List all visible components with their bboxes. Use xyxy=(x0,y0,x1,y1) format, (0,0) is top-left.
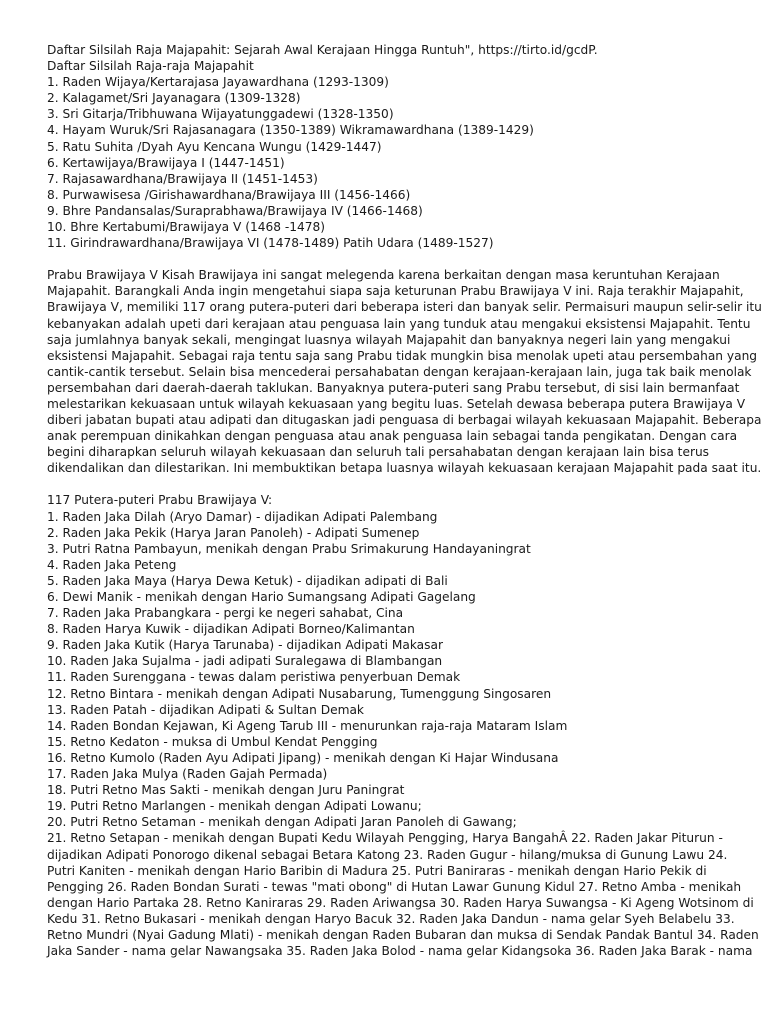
paragraph-line: kebanyakan adalah upeti dari kerajaan atau penguasa lain yang tunduk atau mengakui eksistensi Majapahit. Tentu xyxy=(47,316,751,331)
paragraph-line: saja jumlahnya banyak sekali, mengingat luasnya wilayah Majapahit dan banyaknya negeri lain yang mengakui xyxy=(47,332,731,347)
list-item: 9. Bhre Pandansalas/Suraprabhawa/Brawijaya IV (1466-1468) xyxy=(47,203,423,218)
list-item: 3. Sri Gitarja/Tribhuwana Wijayatunggadewi (1328-1350) xyxy=(47,107,394,122)
paragraph-line: Prabu Brawijaya V Kisah Brawijaya ini sangat melegenda karena berkaitan dengan masa keruntuhan Kerajaan xyxy=(47,268,720,283)
list-item: 17. Raden Jaka Mulya (Raden Gajah Permada) xyxy=(47,767,328,782)
list-item: 10. Bhre Kertabumi/Brawijaya V (1468 -1478) xyxy=(47,220,326,235)
list-item: 5. Raden Jaka Maya (Harya Dewa Ketuk) - dijadikan adipati di Bali xyxy=(47,573,448,588)
paragraph-line: Retno Mundri (Nyai Gadung Mlati) - menikah dengan Raden Bubaran dan muksa di Sendak Pandak Bantul 34. Raden xyxy=(47,927,759,942)
paragraph-line: anak perempuan dinikahkan dengan penguasa atau anak penguasa lain sebagai tanda pengikatan. Dengan cara xyxy=(47,429,738,444)
paragraph-line: dikendalikan dan dilestarikan. Ini membuktikan betapa luasnya wilayah kekuasaan kerajaan Majapahit pada saat itu. xyxy=(47,461,762,476)
body-paragraph xyxy=(47,267,762,476)
list-item: 6. Kertawijaya/Brawijaya I (1447-1451) xyxy=(47,155,285,170)
list-item: 10. Raden Jaka Sujalma - jadi adipati Suralegawa di Blambangan xyxy=(47,654,443,669)
paragraph-line: diberi jabatan bupati atau adipati dan ditugaskan jadi penguasa di berbagai wilayah kekuasaan Majapahit. Beberapa xyxy=(47,413,762,428)
paragraph-line: eksistensi Majapahit. Sebagai raja tentu saja sang Prabu tidak mungkin bisa menolak upeti atau persembahan yang xyxy=(47,348,758,363)
list-item: 5. Ratu Suhita /Dyah Ayu Kencana Wungu (1429-1447) xyxy=(47,139,382,154)
paragraph-line: Jaka Sander - nama gelar Nawangsaka 35. Raden Jaka Bolod - nama gelar Kidangsoka 36. Raden Jaka Barak - nama xyxy=(47,944,753,959)
paragraph-line: begini diharapkan seluruh wilayah kekuasaan dan seluruh tali persahabatan dengan kerajaan lain bisa terus xyxy=(47,445,710,460)
list-item: 13. Raden Patah - dijadikan Adipati & Sultan Demak xyxy=(47,702,364,717)
list-item: 11. Raden Surenggana - tewas dalam peristiwa penyerbuan Demak xyxy=(47,670,461,685)
list-item: 11. Girindrawardhana/Brawijaya VI (1478-1489) Patih Udara (1489-1527) xyxy=(47,236,494,251)
paragraph-line: Kedu 31. Retno Bukasari - menikah dengan Haryo Bacuk 32. Raden Jaka Dandun - nama gelar Syeh Belabelu 33. xyxy=(47,911,735,926)
paragraph-line: melestarikan kekuasaan untuk wilayah kekuasaan yang begitu luas. Setelah dewasa beberapa putera Brawijaya V xyxy=(47,396,746,411)
list-item: 3. Putri Ratna Pambayun, menikah dengan Prabu Srimakurung Handayaningrat xyxy=(47,541,531,556)
list-item: 14. Raden Bondan Kejawan, Ki Ageng Tarub III - menurunkan raja-raja Mataram Islam xyxy=(47,718,568,733)
paragraph-line: 21. Retno Setapan - menikah dengan Bupati Kedu Wilayah Pengging, Harya BangahÂ 22. Raden Jakar Piturun - xyxy=(47,831,723,846)
list-item: 7. Rajasawardhana/Brawijaya II (1451-1453) xyxy=(47,171,318,186)
list-item: 2. Kalagamet/Sri Jayanagara (1309-1328) xyxy=(47,91,301,106)
list-item: 18. Putri Retno Mas Sakti - menikah dengan Juru Paningrat xyxy=(47,783,405,798)
paragraph-line: Majapahit. Barangkali Anda ingin mengetahui siapa saja keturunan Prabu Brawijaya V ini. Raja terakhir Majapahit, xyxy=(47,284,744,299)
list-item: 19. Putri Retno Marlangen - menikah dengan Adipati Lowanu; xyxy=(47,799,422,814)
list-item: 12. Retno Bintara - menikah dengan Adipati Nusabarung, Tumenggung Singosaren xyxy=(47,686,552,701)
list-item: 20. Putri Retno Setaman - menikah dengan Adipati Jaran Panoleh di Gawang; xyxy=(47,815,517,830)
list-item: 7. Raden Jaka Prabangkara - pergi ke negeri sahabat, Cina xyxy=(47,606,404,621)
list-item: 4. Hayam Wuruk/Sri Rajasanagara (1350-1389) Wikramawardhana (1389-1429) xyxy=(47,123,534,138)
list-item: 8. Purwawisesa /Girishawardhana/Brawijaya III (1456-1466) xyxy=(47,187,411,202)
spacer xyxy=(47,476,727,492)
children-list-continued xyxy=(47,830,759,959)
paragraph-line: dijadikan Adipati Ponorogo dikenal sebagai Betara Katong 23. Raden Gugur - hilang/muksa di Gunung Lawu 24. xyxy=(47,847,728,862)
paragraph-line: dengan Hario Partaka 28. Retno Kaniraras 29. Raden Ariwangsa 30. Raden Harya Suwangsa - Ki Ageng Wotsinom di xyxy=(47,895,754,910)
list-item: 6. Dewi Manik - menikah dengan Hario Sumangsang Adipati Gagelang xyxy=(47,590,476,604)
list-title: Daftar Silsilah Raja-raja Majapahit xyxy=(47,59,254,74)
list-item: 9. Raden Jaka Kutik (Harya Tarunaba) - dijadikan Adipati Makasar xyxy=(47,638,443,653)
list-item: 4. Raden Jaka Peteng xyxy=(47,557,177,572)
children-title: 117 Putera-puteri Prabu Brawijaya V: xyxy=(47,493,273,508)
paragraph-line: Brawijaya V, memiliki 117 orang putera-puteri dari beberapa isteri dan banyak selir. Permaisuri maupun selir-selir itu xyxy=(47,300,762,315)
document-page xyxy=(47,42,762,959)
list-item: 16. Retno Kumolo (Raden Ayu Adipati Jipang) - menikah dengan Ki Hajar Windusana xyxy=(47,750,559,765)
kings-list xyxy=(47,74,727,251)
paragraph-line: Pengging 26. Raden Bondan Surati - tewas "mati obong" di Hutan Lawar Gunung Kidul 27. Retno Amba - menikah xyxy=(47,879,742,894)
list-item: 15. Retno Kedaton - muksa di Umbul Kendat Pengging xyxy=(47,734,378,749)
list-item: 1. Raden Jaka Dilah (Aryo Damar) - dijadikan Adipati Palembang xyxy=(47,509,438,524)
list-item: 2. Raden Jaka Pekik (Harya Jaran Panoleh) - Adipati Sumenep xyxy=(47,525,420,540)
children-list xyxy=(47,509,727,831)
paragraph-line: persembahan dari daerah-daerah taklukan. Banyaknya putera-puteri sang Prabu tersebut, di sisi lain bermanfaat xyxy=(47,380,740,395)
source-citation: Daftar Silsilah Raja Majapahit: Sejarah Awal Kerajaan Hingga Runtuh", https://tirto.id/gcdP. xyxy=(47,43,598,57)
list-item: 1. Raden Wijaya/Kertarajasa Jayawardhana (1293-1309) xyxy=(47,75,389,90)
spacer xyxy=(47,251,727,267)
paragraph-line: cantik-cantik tersebut. Selain bisa mencederai persahabatan dengan kerajaan-kerajaan lain, juga tak baik menolak xyxy=(47,364,752,379)
paragraph-line: Putri Kaniten - menikah dengan Hario Baribin di Madura 25. Putri Baniraras - menikah dengan Hario Pekik di xyxy=(47,863,707,878)
list-item: 8. Raden Harya Kuwik - dijadikan Adipati Borneo/Kalimantan xyxy=(47,622,415,637)
